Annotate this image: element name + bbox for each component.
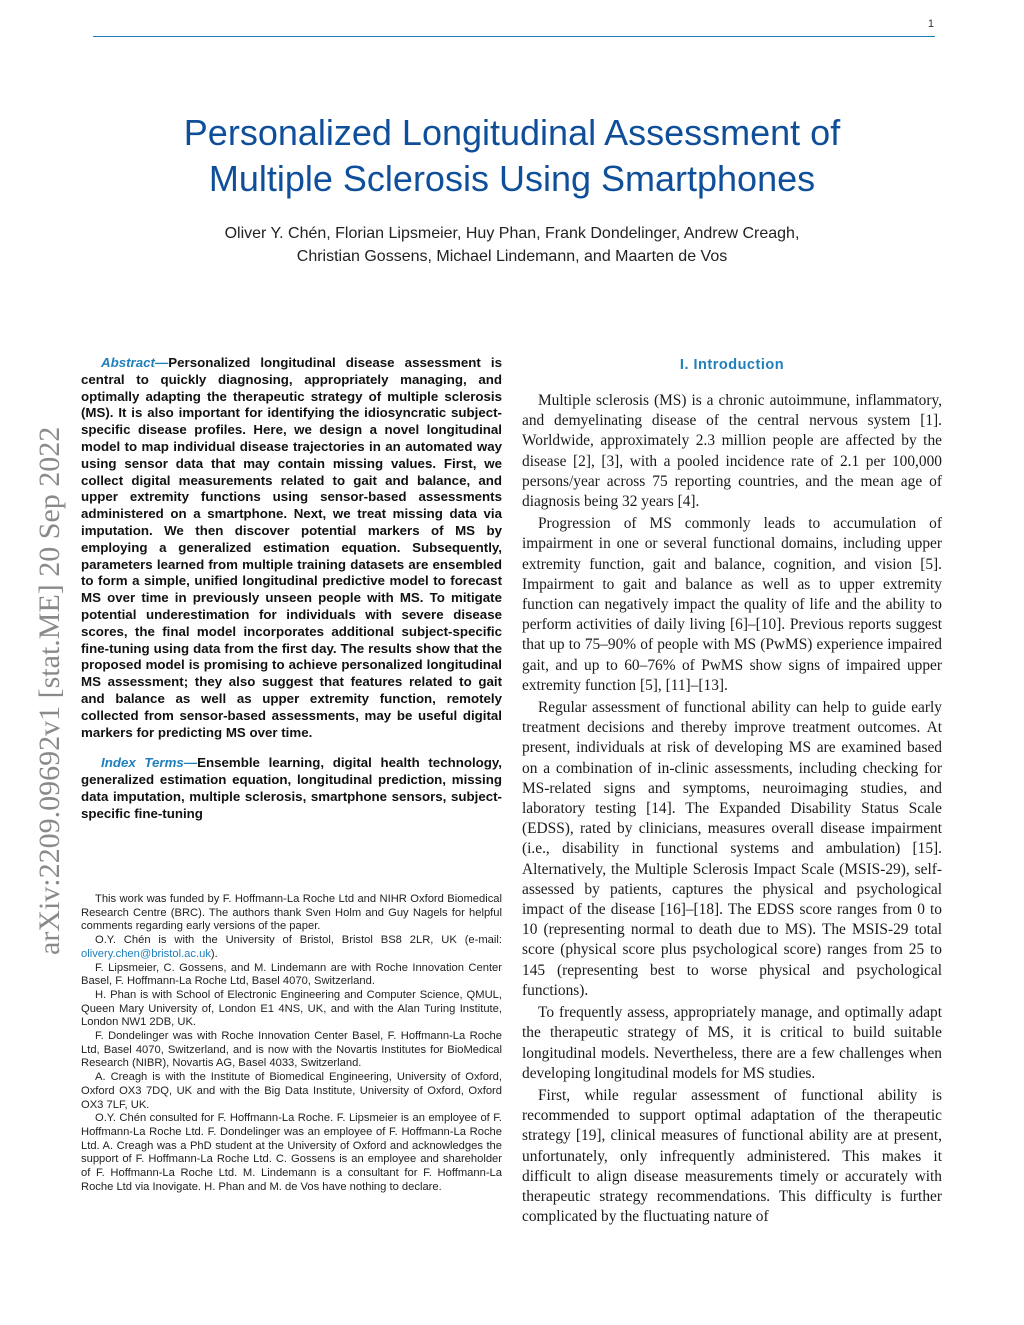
- intro-paragraph: Multiple sclerosis (MS) is a chronic autoimmune, inflammatory, and demyelinating disease of the central nervous system [1]. Worldwide, approximately 2.3 million people are affected by the disease [2], [3], with a pooled incidence rate of 2.1 per 100,000 persons/year across 75 reporting countries, and the mean age of diagnosis being 32 years [4].: [522, 392, 942, 511]
- paper-title: [100, 110, 924, 202]
- title-line: Multiple Sclerosis Using Smartphones: [208, 158, 816, 199]
- footnotes: [81, 893, 502, 1194]
- footnote-chen-suffix: ).: [210, 947, 218, 960]
- intro-paragraph: First, while regular assessment of functional ability is recommended to support optimal adaptation of the therapeutic strategy [19], clinical measures of functional ability are at present, unfortunately, only infrequently administered. This makes it difficult to align disease measurements timely or accurately with therapeutic strategy recommendations. This difficulty is further complicated by the fluctuating nature of: [522, 1086, 942, 1226]
- abstract-label: Abstract—: [101, 355, 169, 370]
- intro-paragraph: To frequently assess, appropriately manage, and optimally adapt the therapeutic strategy of MS, it is critical to build suitable longitudinal models. Nevertheless, there are a few challenges when developing longitudinal models for MS studies.: [522, 1004, 942, 1082]
- footnote-funding: This work was funded by F. Hoffmann-La Roche Ltd and NIHR Oxford Biomedical Research Centre (BRC). The authors thank Sven Holm and Guy Nagels for helpful comments regarding early versions of the paper.: [81, 893, 502, 933]
- author-line: Christian Gossens, Michael Lindemann, and Maarten de Vos: [296, 248, 728, 265]
- index-terms-text: Ensemble learning, digital health technology, generalized estimation equation, longitudinal prediction, missing data imputation, multiple sclerosis, smartphone sensors, subject-specific fine-tuning: [81, 755, 502, 821]
- intro-paragraph: Regular assessment of functional ability can help to guide early treatment decisions and thereby improve treatment outcomes. At present, individuals at risk of developing MS are examined based on a combination of in-clinic assessments, including checking for MS-related signs and symptoms, neuroimaging studies, and laboratory testing [14]. The Expanded Disability Status Scale (EDSS), rated by clinicians, measures overall disease impairment (i.e., disability in functional systems and ambulation) [15]. Alternatively, the Multiple Sclerosis Impact Scale (MSIS-29), self-assessed by patients, captures the physical and psychological impact of the disease [16]–[18]. The EDSS score ranges from 0 to 10 (representing normal to death due to MS). The MSIS-29 total score (physical score plus psychological score) ranges from 25 to 145 (representing best to worse physical and psychological functions).: [522, 699, 942, 999]
- index-terms: [81, 755, 502, 822]
- email-link[interactable]: olivery.chen@bristol.ac.uk: [81, 947, 211, 960]
- right-column: [522, 355, 942, 1229]
- left-column: [81, 355, 502, 836]
- page-number: 1: [927, 18, 934, 30]
- footnote-chen-text: O.Y. Chén is with the University of Bristol, Bristol BS8 2LR, UK (e-mail:: [95, 934, 502, 947]
- abstract: [81, 355, 502, 741]
- section-heading: I. Introduction: [679, 357, 785, 373]
- footnote-disclosures: O.Y. Chén consulted for F. Hoffmann-La Roche. F. Lipsmeier is an employee of F. Hoffmann-La Roche Ltd. F. Dondelinger was an employee of F. Hoffmann-La Roche Ltd. A. Creagh was a PhD student at the University of Oxford and acknowledges the support of F. Hoffmann-La Roche Ltd. C. Gossens is an employee and shareholder of F. Hoffmann-La Roche Ltd. M. Lindemann is a consultant for F. Hoffmann-La Roche Ltd via Inovigate. H. Phan and M. de Vos have nothing to declare.: [81, 1112, 502, 1193]
- footnote-chen: [81, 934, 502, 961]
- title-line: Personalized Longitudinal Assessment of: [183, 112, 841, 153]
- footnote-dondelinger: F. Dondelinger was with Roche Innovation Center Basel, F. Hoffmann-La Roche Ltd, Basel 4070, Switzerland, and is now with the Novartis Institutes for BioMedical Research (NIBR), Novartis AG, Basel 4033, Switzerland.: [81, 1030, 502, 1070]
- footnote-roche: F. Lipsmeier, C. Gossens, and M. Lindemann are with Roche Innovation Center Basel, F. Hoffmann-La Roche Ltd, Basel 4070, Switzerland.: [81, 961, 502, 988]
- abstract-text: Personalized longitudinal disease assessment is central to quickly diagnosing, appropriately managing, and optimally adapting the therapeutic strategy of multiple sclerosis (MS). It is also important for identifying the idiosyncratic subject-specific disease profiles. Here, we design a novel longitudinal model to map individual disease trajectories in an automated way using sensor data that may contain missing values. First, we collect digital measurements related to gait and balance, and upper extremity functions using sensor-based assessments administered on a smartphone. Next, we treat missing data via imputation. We then discover potential markers of MS by employing a generalized estimation equation. Subsequently, parameters learned from multiple training datasets are ensembled to form a simple, unified longitudinal predictive model to forecast MS over time in previously unseen people with MS. To mitigate potential underestimation for individuals with severe disease scores, the final model incorporates additional subject-specific fine-tuning using data from the first day. The results show that the proposed model is promising to achieve personalized longitudinal MS assessment; they also suggest that features related to gait and balance as well as upper extremity function, remotely collected from sensor-based assessments, may be useful digital markers for predicting MS over time.: [81, 355, 502, 740]
- author-list: [120, 222, 904, 268]
- arxiv-watermark: arXiv:2209.09692v1 [stat.ME] 20 Sep 2022: [33, 426, 66, 955]
- intro-paragraph: Progression of MS commonly leads to accumulation of impairment in one or several functional domains, including upper extremity function, gait and balance, cognition, and vision [5]. Impairment to gait and balance as well as to upper extremity function can negatively impact the quality of life and the ability to perform activities of daily living [6]–[10]. Previous reports suggest that up to 75–90% of people with MS (PwMS) experience impaired gait, and up to 60–76% of PwMS show signs of impaired upper extremity function [5], [11]–[13].: [522, 515, 942, 694]
- header-rule: [93, 36, 935, 37]
- footnote-phan: H. Phan is with School of Electronic Engineering and Computer Science, QMUL, Queen Mary University of, London E1 4NS, UK, and with the Alan Turing Institute, London NW1 2DB, UK.: [81, 988, 502, 1029]
- footnote-creagh: A. Creagh is with the Institute of Biomedical Engineering, University of Oxford, Oxford OX3 7DQ, UK and with the Big Data Institute, University of Oxford, Oxford OX3 7LF, UK.: [81, 1071, 502, 1111]
- author-line: Oliver Y. Chén, Florian Lipsmeier, Huy Phan, Frank Dondelinger, Andrew Creagh,: [224, 225, 800, 242]
- index-terms-label: Index Terms—: [101, 755, 198, 771]
